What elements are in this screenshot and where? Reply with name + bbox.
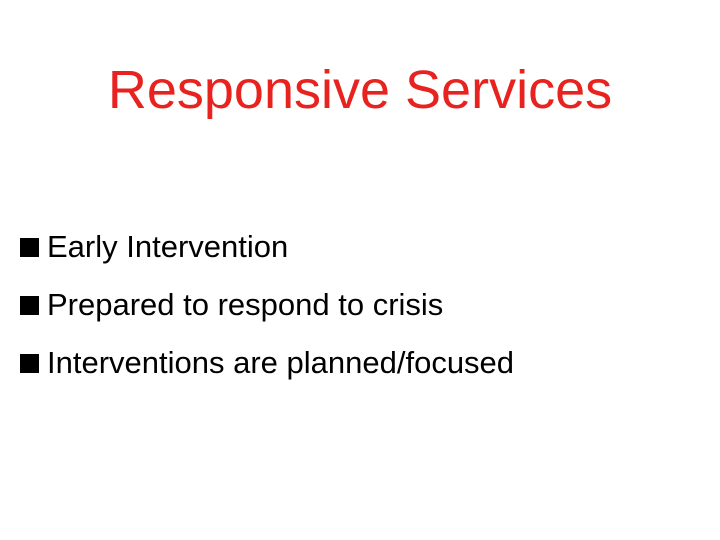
- bullet-text: Early Intervention: [47, 229, 289, 264]
- slide-title: Responsive Services: [107, 60, 613, 120]
- square-bullet-icon: [20, 354, 39, 373]
- list-item: [20, 218, 514, 276]
- list-item: [20, 276, 514, 334]
- bullet-list: [20, 218, 514, 392]
- bullet-text: Interventions are planned/focused: [47, 345, 515, 380]
- bullet-text: Prepared to respond to crisis: [47, 287, 444, 322]
- square-bullet-icon: [20, 296, 39, 315]
- list-item: [20, 334, 514, 392]
- square-bullet-icon: [20, 238, 39, 257]
